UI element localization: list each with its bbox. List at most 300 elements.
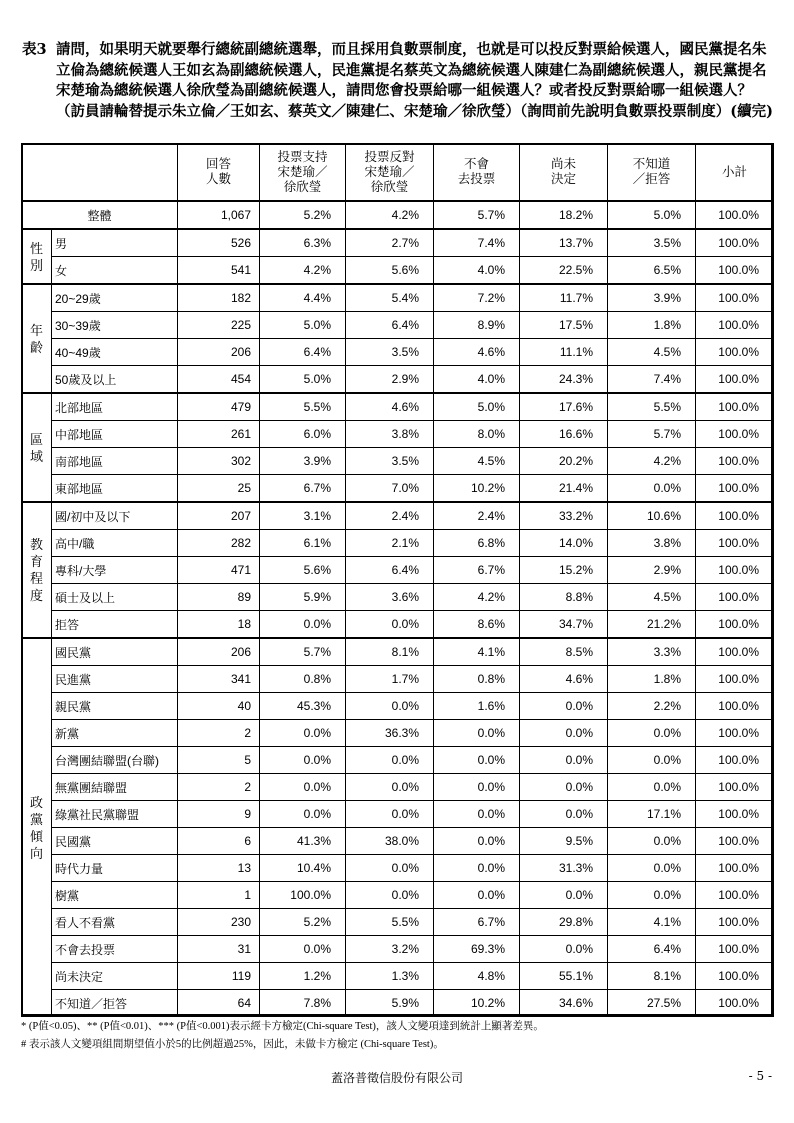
percent-cell: 0.0% [260,747,346,774]
table-row [22,339,774,366]
row-label: 台灣團結聯盟(台聯) [52,747,178,774]
table-question: 請問，如果明天就要舉行總統副總統選舉，而且採用負數票制度，也就是可以投反對票給候選人，國民黨提名朱立倫為總統候選人王如玄為副總統候選人，民進黨提名蔡英文為總統候選人陳建仁為副總統候選人，親民黨提名宋楚瑜為總統候選人徐欣瑩為副總統候選人，請問您會投票給哪一組候選人？或者投反對票給哪一組候選人？（訪員請輪替提示朱立倫／王如玄、蔡英文／陳建仁、宋楚瑜／徐欣瑩）（詢問前先說明負數票投票制度）(續完) [56,41,773,120]
row-label: 40~49歲 [52,339,178,366]
percent-cell: 1.7% [346,666,434,693]
count-cell: 9 [178,801,260,828]
row-label: 北部地區 [52,393,178,421]
percent-cell: 5.0% [608,201,696,229]
percent-cell: 0.0% [346,774,434,801]
percent-cell: 45.3% [260,693,346,720]
percent-cell: 21.4% [520,475,608,503]
count-cell: 541 [178,257,260,285]
row-label: 30~39歲 [52,312,178,339]
percent-cell: 8.0% [434,421,520,448]
header-row [22,144,774,202]
percent-cell: 4.6% [520,666,608,693]
percent-cell: 5.0% [260,366,346,394]
row-label: 新黨 [52,720,178,747]
table-row [22,638,774,666]
percent-cell: 2.4% [346,502,434,530]
percent-cell: 100.0% [696,339,774,366]
percent-cell: 0.0% [434,720,520,747]
header-label: 不知道 ／拒答 [632,157,671,186]
header-label: 不會 去投票 [457,157,496,186]
header-cell [696,144,774,202]
table-row [22,229,774,257]
count-cell: 18 [178,611,260,639]
footnotes [21,1018,544,1054]
table-label: 表3 [22,41,47,58]
percent-cell: 2.2% [608,693,696,720]
percent-cell: 5.9% [346,990,434,1017]
percent-cell: 1.8% [608,666,696,693]
count-cell: 207 [178,502,260,530]
count-cell: 230 [178,909,260,936]
percent-cell: 17.5% [520,312,608,339]
table-row [22,393,774,421]
percent-cell: 100.0% [696,747,774,774]
count-cell: 454 [178,366,260,394]
row-label: 不知道／拒答 [52,990,178,1017]
count-cell: 89 [178,584,260,611]
group-label: 政 黨 傾 向 [22,638,52,1017]
group-label: 區 域 [22,393,52,502]
count-cell: 64 [178,990,260,1017]
percent-cell: 100.0% [696,312,774,339]
percent-cell: 8.5% [520,638,608,666]
row-label: 無黨團結聯盟 [52,774,178,801]
percent-cell: 5.6% [346,257,434,285]
row-label: 碩士及以上 [52,584,178,611]
percent-cell: 0.0% [434,774,520,801]
percent-cell: 4.1% [608,909,696,936]
percent-cell: 17.1% [608,801,696,828]
percent-cell: 0.0% [346,801,434,828]
percent-cell: 8.6% [434,611,520,639]
results-table [21,143,774,1017]
count-cell: 1,067 [178,201,260,229]
count-cell: 5 [178,747,260,774]
table-row [22,557,774,584]
percent-cell: 100.0% [696,936,774,963]
percent-cell: 0.0% [346,747,434,774]
percent-cell: 10.2% [434,475,520,503]
table-row [22,611,774,639]
percent-cell: 5.9% [260,584,346,611]
percent-cell: 22.5% [520,257,608,285]
percent-cell: 4.6% [434,339,520,366]
header-cell [608,144,696,202]
percent-cell: 10.6% [608,502,696,530]
percent-cell: 2.1% [346,530,434,557]
percent-cell: 0.0% [346,882,434,909]
percent-cell: 4.5% [608,584,696,611]
percent-cell: 100.0% [696,421,774,448]
row-label: 南部地區 [52,448,178,475]
percent-cell: 55.1% [520,963,608,990]
count-cell: 2 [178,720,260,747]
table-row [22,774,774,801]
percent-cell: 100.0% [696,963,774,990]
percent-cell: 0.0% [260,774,346,801]
row-label: 50歲及以上 [52,366,178,394]
percent-cell: 5.7% [434,201,520,229]
percent-cell: 0.0% [434,828,520,855]
percent-cell: 8.1% [608,963,696,990]
percent-cell: 0.0% [520,693,608,720]
percent-cell: 100.0% [696,855,774,882]
percent-cell: 100.0% [696,448,774,475]
percent-cell: 6.3% [260,229,346,257]
table-row [22,720,774,747]
percent-cell: 15.2% [520,557,608,584]
header-label: 回答 人數 [205,157,231,186]
row-label: 綠黨社民黨聯盟 [52,801,178,828]
table-row [22,284,774,312]
percent-cell: 0.0% [608,882,696,909]
percent-cell: 7.0% [346,475,434,503]
percent-cell: 41.3% [260,828,346,855]
percent-cell: 7.2% [434,284,520,312]
count-cell: 40 [178,693,260,720]
count-cell: 471 [178,557,260,584]
percent-cell: 100.0% [696,693,774,720]
percent-cell: 4.1% [434,638,520,666]
percent-cell: 3.9% [608,284,696,312]
percent-cell: 0.0% [260,611,346,639]
percent-cell: 3.5% [346,448,434,475]
count-cell: 302 [178,448,260,475]
row-label: 中部地區 [52,421,178,448]
percent-cell: 100.0% [696,828,774,855]
percent-cell: 0.0% [520,936,608,963]
table-row [22,584,774,611]
row-label: 不會去投票 [52,936,178,963]
table-row [22,201,774,229]
percent-cell: 4.5% [434,448,520,475]
percent-cell: 2.9% [346,366,434,394]
header-cell [178,144,260,202]
percent-cell: 5.5% [608,393,696,421]
percent-cell: 0.0% [434,882,520,909]
percent-cell: 100.0% [696,229,774,257]
percent-cell: 4.0% [434,366,520,394]
percent-cell: 0.8% [260,666,346,693]
percent-cell: 13.7% [520,229,608,257]
percent-cell: 100.0% [696,666,774,693]
percent-cell: 2.7% [346,229,434,257]
count-cell: 13 [178,855,260,882]
percent-cell: 10.2% [434,990,520,1017]
percent-cell: 100.0% [696,638,774,666]
percent-cell: 0.0% [346,693,434,720]
row-label: 高中/職 [52,530,178,557]
percent-cell: 2.9% [608,557,696,584]
percent-cell: 20.2% [520,448,608,475]
percent-cell: 4.2% [260,257,346,285]
page-number: - 5 - [748,1069,772,1083]
table-row [22,990,774,1017]
row-label: 女 [52,257,178,285]
header-corner [22,144,178,202]
percent-cell: 3.5% [346,339,434,366]
percent-cell: 4.4% [260,284,346,312]
row-label: 20~29歲 [52,284,178,312]
percent-cell: 100.0% [696,393,774,421]
percent-cell: 34.7% [520,611,608,639]
count-cell: 182 [178,284,260,312]
table-row [22,312,774,339]
count-cell: 6 [178,828,260,855]
percent-cell: 3.2% [346,936,434,963]
table-row [22,257,774,285]
row-label: 專科/大學 [52,557,178,584]
percent-cell: 0.0% [520,747,608,774]
percent-cell: 5.2% [260,909,346,936]
table-row [22,366,774,394]
percent-cell: 0.0% [608,774,696,801]
table-row [22,882,774,909]
percent-cell: 6.8% [434,530,520,557]
percent-cell: 6.4% [260,339,346,366]
table-row [22,666,774,693]
percent-cell: 2.4% [434,502,520,530]
percent-cell: 38.0% [346,828,434,855]
percent-cell: 27.5% [608,990,696,1017]
percent-cell: 0.0% [608,720,696,747]
percent-cell: 7.4% [434,229,520,257]
percent-cell: 0.0% [346,855,434,882]
percent-cell: 100.0% [696,611,774,639]
count-cell: 1 [178,882,260,909]
percent-cell: 100.0% [696,530,774,557]
row-label: 國民黨 [52,638,178,666]
row-label: 國/初中及以下 [52,502,178,530]
percent-cell: 6.4% [346,557,434,584]
percent-cell: 100.0% [696,801,774,828]
percent-cell: 11.1% [520,339,608,366]
percent-cell: 24.3% [520,366,608,394]
percent-cell: 3.3% [608,638,696,666]
percent-cell: 6.7% [434,909,520,936]
row-label: 親民黨 [52,693,178,720]
percent-cell: 3.1% [260,502,346,530]
percent-cell: 5.7% [608,421,696,448]
percent-cell: 11.7% [520,284,608,312]
percent-cell: 29.8% [520,909,608,936]
percent-cell: 14.0% [520,530,608,557]
table-row [22,855,774,882]
percent-cell: 0.0% [520,801,608,828]
percent-cell: 5.4% [346,284,434,312]
percent-cell: 6.4% [346,312,434,339]
percent-cell: 4.5% [608,339,696,366]
row-label: 拒答 [52,611,178,639]
percent-cell: 100.0% [696,502,774,530]
table-row [22,909,774,936]
row-label: 尚未決定 [52,963,178,990]
count-cell: 479 [178,393,260,421]
percent-cell: 5.0% [434,393,520,421]
percent-cell: 5.7% [260,638,346,666]
percent-cell: 100.0% [696,284,774,312]
percent-cell: 100.0% [696,475,774,503]
percent-cell: 4.2% [434,584,520,611]
count-cell: 2 [178,774,260,801]
table-row [22,475,774,503]
percent-cell: 6.0% [260,421,346,448]
percent-cell: 4.0% [434,257,520,285]
row-label: 時代力量 [52,855,178,882]
header-cell [346,144,434,202]
percent-cell: 6.1% [260,530,346,557]
row-label: 東部地區 [52,475,178,503]
percent-cell: 0.0% [260,936,346,963]
count-cell: 261 [178,421,260,448]
table-row [22,963,774,990]
header-cell [434,144,520,202]
header-cell [260,144,346,202]
percent-cell: 0.0% [346,611,434,639]
header-label: 小計 [721,164,747,179]
percent-cell: 5.6% [260,557,346,584]
percent-cell: 5.5% [260,393,346,421]
percent-cell: 5.2% [260,201,346,229]
percent-cell: 0.0% [260,801,346,828]
percent-cell: 0.0% [520,774,608,801]
percent-cell: 0.0% [520,720,608,747]
percent-cell: 3.5% [608,229,696,257]
header-label: 投票支持 宋楚瑜／ 徐欣瑩 [277,149,328,194]
percent-cell: 100.0% [260,882,346,909]
percent-cell: 17.6% [520,393,608,421]
percent-cell: 0.8% [434,666,520,693]
count-cell: 206 [178,339,260,366]
percent-cell: 100.0% [696,720,774,747]
percent-cell: 18.2% [520,201,608,229]
percent-cell: 1.8% [608,312,696,339]
percent-cell: 3.8% [346,421,434,448]
percent-cell: 69.3% [434,936,520,963]
table-row [22,421,774,448]
row-label: 民進黨 [52,666,178,693]
table-title [22,40,778,122]
percent-cell: 0.0% [608,475,696,503]
table-row [22,693,774,720]
header-cell [520,144,608,202]
table-row [22,828,774,855]
percent-cell: 100.0% [696,366,774,394]
count-cell: 119 [178,963,260,990]
percent-cell: 1.6% [434,693,520,720]
row-label: 樹黨 [52,882,178,909]
percent-cell: 0.0% [434,747,520,774]
percent-cell: 31.3% [520,855,608,882]
percent-cell: 8.9% [434,312,520,339]
percent-cell: 33.2% [520,502,608,530]
percent-cell: 8.1% [346,638,434,666]
percent-cell: 6.5% [608,257,696,285]
percent-cell: 100.0% [696,990,774,1017]
group-label: 教 育 程 度 [22,502,52,638]
overall-label: 整體 [22,201,178,229]
table-row [22,530,774,557]
percent-cell: 9.5% [520,828,608,855]
percent-cell: 100.0% [696,257,774,285]
row-label: 民國黨 [52,828,178,855]
percent-cell: 8.8% [520,584,608,611]
percent-cell: 3.9% [260,448,346,475]
table-row [22,936,774,963]
percent-cell: 6.7% [260,475,346,503]
header-label: 投票反對 宋楚瑜／ 徐欣瑩 [364,149,415,194]
percent-cell: 5.5% [346,909,434,936]
percent-cell: 4.8% [434,963,520,990]
count-cell: 31 [178,936,260,963]
percent-cell: 0.0% [608,855,696,882]
company-footer: 蓋洛普徵信股份有限公司 [330,1071,463,1085]
percent-cell: 4.6% [346,393,434,421]
percent-cell: 34.6% [520,990,608,1017]
percent-cell: 100.0% [696,201,774,229]
percent-cell: 100.0% [696,882,774,909]
table-row [22,747,774,774]
percent-cell: 0.0% [608,828,696,855]
percent-cell: 100.0% [696,909,774,936]
group-label: 年 齡 [22,284,52,393]
percent-cell: 100.0% [696,774,774,801]
percent-cell: 0.0% [260,720,346,747]
percent-cell: 3.6% [346,584,434,611]
percent-cell: 6.4% [608,936,696,963]
table-row [22,801,774,828]
percent-cell: 1.3% [346,963,434,990]
header-label: 尚未 決定 [550,157,576,186]
footnote-significance: * (P值<0.05)、** (P值<0.01)、*** (P值<0.001)表示經卡方檢定(Chi-square Test)，該人文變項達到統計上顯著差異。 [21,1021,544,1032]
percent-cell: 0.0% [434,801,520,828]
percent-cell: 5.0% [260,312,346,339]
group-label: 性 別 [22,229,52,284]
table-row [22,448,774,475]
row-label: 男 [52,229,178,257]
count-cell: 225 [178,312,260,339]
percent-cell: 4.2% [608,448,696,475]
percent-cell: 0.0% [608,747,696,774]
count-cell: 282 [178,530,260,557]
count-cell: 526 [178,229,260,257]
percent-cell: 0.0% [520,882,608,909]
percent-cell: 7.8% [260,990,346,1017]
footnote-chi-square: # 表示該人文變項組間期望值小於5的比例超過25%，因此，未做卡方檢定 (Chi-square Test)。 [21,1039,444,1050]
percent-cell: 10.4% [260,855,346,882]
percent-cell: 100.0% [696,557,774,584]
row-label: 看人不看黨 [52,909,178,936]
percent-cell: 100.0% [696,584,774,611]
percent-cell: 3.8% [608,530,696,557]
percent-cell: 21.2% [608,611,696,639]
table-row [22,502,774,530]
percent-cell: 4.2% [346,201,434,229]
percent-cell: 36.3% [346,720,434,747]
percent-cell: 1.2% [260,963,346,990]
percent-cell: 7.4% [608,366,696,394]
count-cell: 206 [178,638,260,666]
percent-cell: 0.0% [434,855,520,882]
count-cell: 341 [178,666,260,693]
percent-cell: 6.7% [434,557,520,584]
count-cell: 25 [178,475,260,503]
percent-cell: 16.6% [520,421,608,448]
